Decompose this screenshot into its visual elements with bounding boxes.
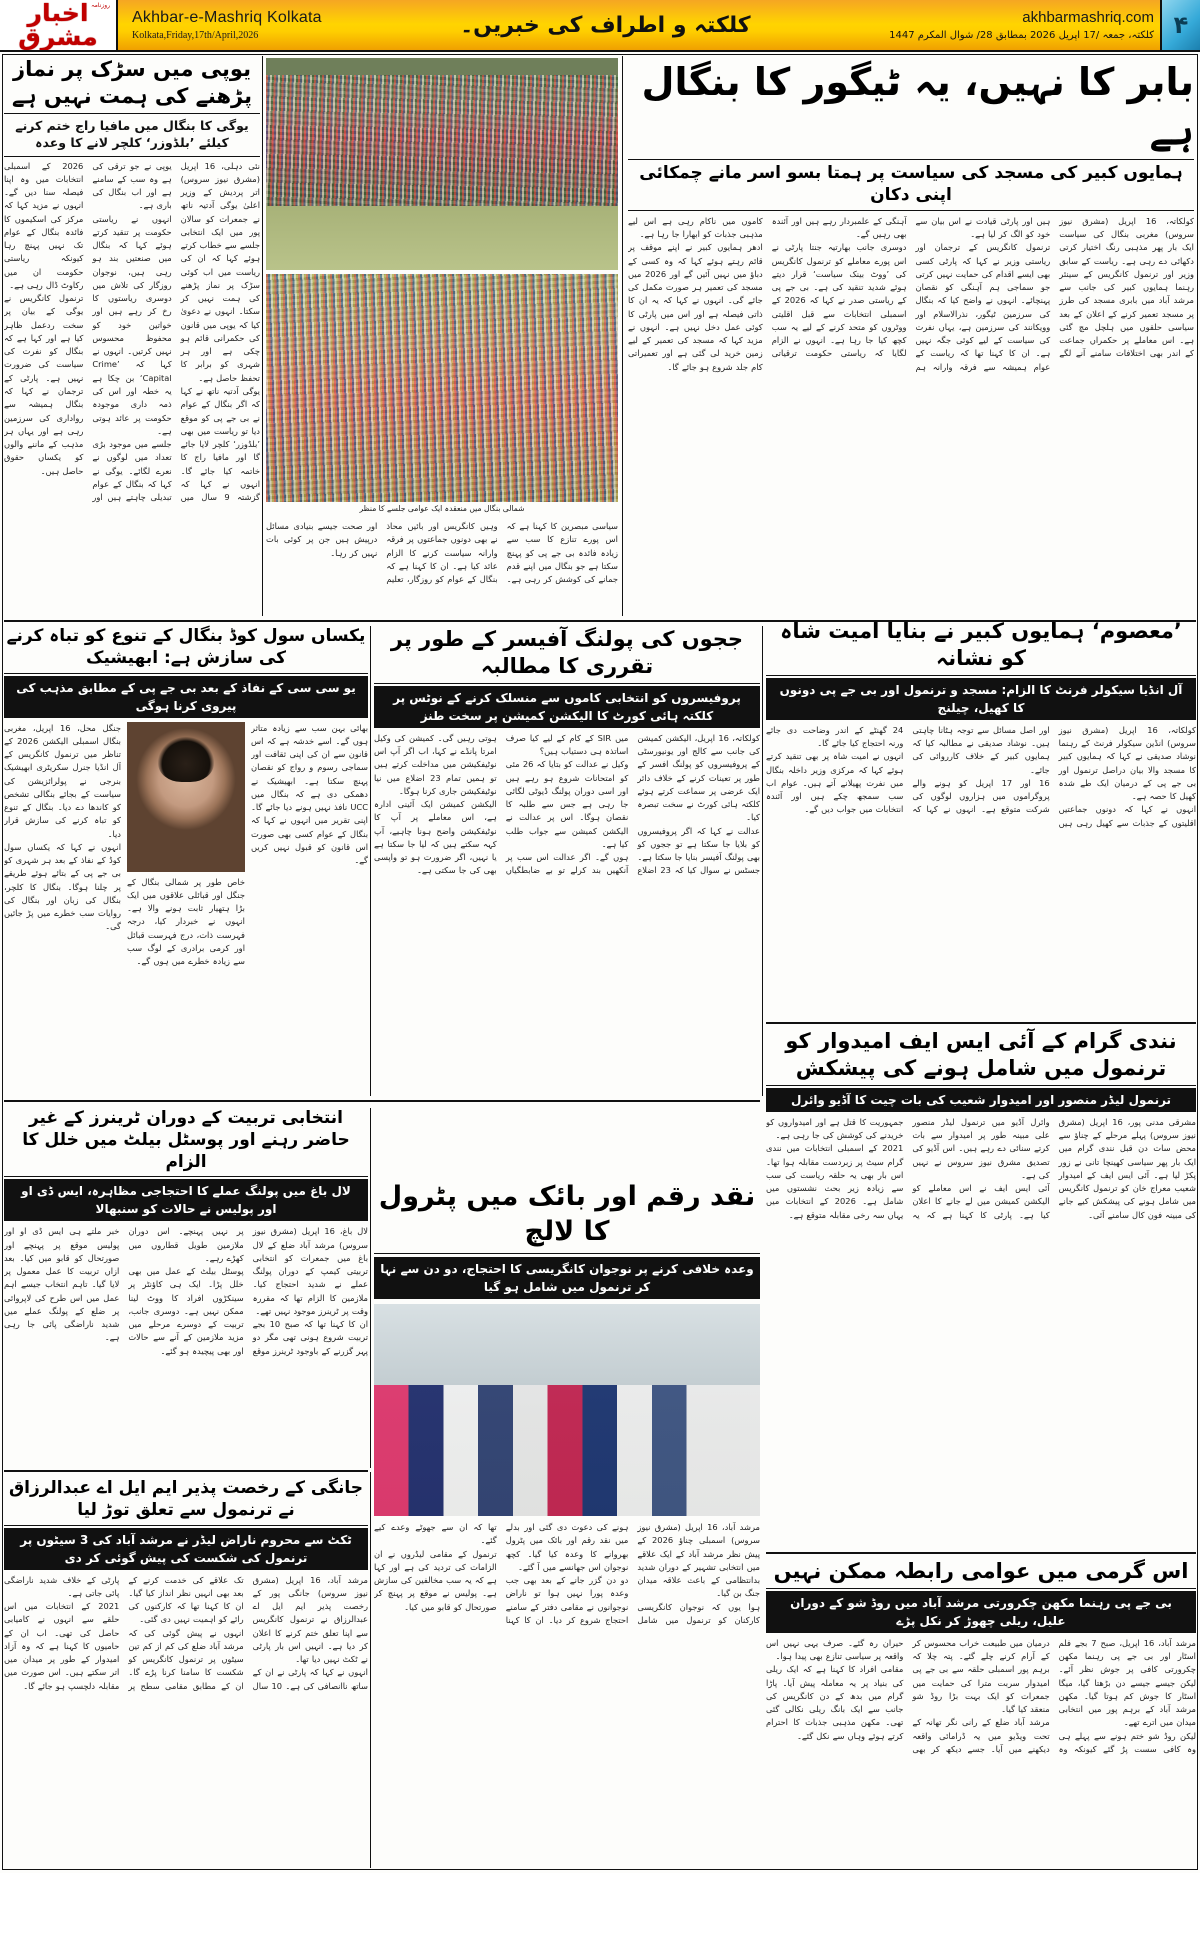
paragraph: ہوں گے۔ اگر عدالت اس سب پر آنکھیں بند کرلے تو بے ضابطگیاں ہوتی رہیں گی۔ کمیشن کی وکیل امرتا پانڈے نے کہا، اب اگر آپ اس نوٹیفکیشن میں مداخلت کرتے ہیں تو ہمیں تمام 23 اضلاع میں نیا نوٹیفکیشن جاری کرنا ہوگا۔ [374,732,629,876]
story-lower-left [4,1108,368,1468]
paragraph: ادھر ہمایوں کبیر نے اپنے موقف پر قائم رہتے ہوئے کہا کہ وہ کسی کے دباؤ میں نہیں آئیں گے اور 2026 میں مسجد کی تعمیر ہر صورت مکمل کی جائے گی۔ انہوں نے کہا کہ یہ ان کا ذاتی فیصلہ ہے اور اس میں پارٹی کا کوئی عمل دخل نہیں ہے۔ انہوں نے مزید کہا کہ مسجد کی تعمیر کے لیے زمین خرید لی گئی ہے اور تعمیراتی کام جلد شروع ہو جائے گا۔ [628,242,763,372]
story-mid-left-headline: یکساں سول کوڈ بنگال کے تنوع کو تباہ کرنے کی سازش ہے: ابھیشیک [6,626,366,668]
paragraph: مرشد آباد، 16 اپریل (مشرق نیوز سروس) اسمبلی چناؤ 2026 کے پیش نظر مرشد آباد کے ایک علاقے میں انتخابی تشہیر کے دوران شدید بدانتظامی کے باعث علاقہ میدان جنگ بن گیا۔ [637,1522,760,1599]
paragraph: لیکن روڈ شو ختم ہونے سے پہلے ہی وہ کافی سست پڑ گئے کیونکہ وہ درمیان میں طبیعت خراب محسوس کر کے آرام کرنے چلے گئے۔ پتہ چلا کہ برہم پور اسمبلی حلقہ سے بی جے پی امیدوار سربت مترا کی حمایت میں جمعرات کو ایک بہت بڑا روڈ شو منعقد کیا گیا۔ [912,1637,1196,1754]
publication-date-english: Kolkata,Friday,17th/April,2026 [132,30,259,42]
story-lower-right-body [766,1116,1196,1566]
story-mid-right-kicker: آل انڈیا سیکولر فرنٹ کا الزام: مسجد و ترنمول اور بی جے پی دونوں کا کھیل، چیلنج [766,678,1196,720]
paragraph: مرشد آباد ضلع کے رانی نگر تھانہ کے تحت ویڈیو میں یہ ڈرامائی واقعہ دیکھنے میں آیا۔ جسے دیکھ کر بھی حیران رہ گئے۔ صرف یہی نہیں اس واقعہ پر سیاسی تنازع بھی پیدا ہوا۔ [766,1637,1050,1754]
masthead-center [322,0,889,50]
abhishek-banerjee-portrait [127,722,245,872]
paragraph: 16 اور 17 اپریل کو ہونے والے پروگراموں میں ہزاروں لوگوں کی شرکت متوقع ہے۔ انہوں نے کہا کہ 24 گھنٹے کے اندر وضاحت دی جائے ورنہ احتجاج کیا جائے گا۔ [766,724,1050,815]
publication-title: Akhbar-e-Mashriq Kolkata [132,8,322,26]
paragraph: جنگل محل، 16 اپریل، مغربی بنگال اسمبلی الیکشن 2026 کے تناظر میں ترنمول کانگریس کے آل انڈیا جنرل سکریٹری ابھیشیک بنرجی نے پولرائزیشن کی سیاست کے بجائے بنگالی تشخص کو کاندھا دے دیا۔ بنگال کے تنوع کو تباہ کرنے کی سازش قرار دیا۔ [4,722,121,839]
story-mid-left [4,626,368,1096]
paragraph: وائرل آڈیو میں ترنمول لیڈر منصور علی مبینہ طور پر امیدوار سے بات کرتے سنائی دے رہے ہیں۔ اس آڈیو کی تصدیق مشرق نیوز سروس نے نہیں کی ہے۔ [912,1116,1050,1180]
divider-horizontal-right-2 [766,1552,1196,1554]
story-bottom-right-headline: اس گرمی میں عوامی رابطہ ممکن نہیں [773,1559,1189,1583]
paragraph: مشرقی مدنی پور، 16 اپریل (مشرق نیوز سروس) پہلے مرحلے کے چناؤ سے محض سات دن قبل نندی گرام میں ایک بار پھر سیاسی کھینچا تانی نے زور پکڑ لیا ہے۔ آئی ایس ایف کے امیدوار شعیب معراج خان کو ترنمول کانگریس میں شامل ہونے کی پیشکش کیے جانے کی مبینہ فون کال سامنے آئی۔ [1058,1116,1196,1220]
photo-caption-text: شمالی بنگال میں منعقدہ ایک عوامی جلسے کا منظر [359,504,525,513]
paragraph: وکیل نے عدالت کو بتایا کہ 26 مئی کو امتحانات شروع ہو رہے ہیں اور اسی دوران پولنگ ڈیوٹی لگائی جا رہی ہے جس سے طلبہ کا نقصان ہوگا۔ اس پر عدالت نے الیکشن کمیشن سے جواب طلب کیا ہے۔ [505,759,629,849]
story-mid-center [374,626,760,1096]
logo-tagline: روزنامہ [91,2,110,9]
lead-photo-caption [266,504,618,518]
masthead-left [118,0,322,50]
story-bottom-left-kicker: ٹکٹ سے محروم ناراض لیڈر نے مرشد آباد کی 3 سیٹوں پر ترنمول کی شکست کی پیش گوئی کر دی [4,1528,368,1570]
divider-horizontal-right-1 [766,1022,1196,1024]
lead-continuation-body [266,520,618,616]
paragraph: لال باغ، 16 اپریل (مشرق نیوز سروس) مرشد آباد ضلع کے لال باغ میں جمعرات کو انتخابی تربیتی کیمپ کے دوران پولنگ عملے نے شدید احتجاج کیا۔ ملازمین کا الزام تھا کہ مقررہ وقت پر ٹرینرز موجود نہیں تھے۔ [252,1226,368,1316]
lead-photo-secondary [266,274,618,502]
paragraph: انہوں نے کہا کہ یکساں سول کوڈ کے نفاذ کے بعد ہر شہری کو بی جے پی کے بتائے ہوئے طریقے پر چلنا ہوگا۔ بنگال کا کلچر، بنگال کی زبان اور بنگال کی روایات سب خطرے میں پڑ جائیں گی۔ [4,841,121,932]
story-mid-right [766,618,1196,1018]
paragraph: کولکاتہ، 16 اپریل (مشرق نیوز سروس) انڈین سیکولر فرنٹ کے رہنما نوشاد صدیقی نے کہا کہ ہمایوں کبیر کا مسجد والا بیان دراصل ترنمول اور بی جے پی کے درمیان ایک طے شدہ کھیل کا حصہ ہے۔ [1058,724,1196,802]
paragraph: انہوں نے کہا کہ پارٹی نے ان کے ساتھ ناانصافی کی ہے۔ 10 سال تک علاقے کی خدمت کرنے کے بعد بھی انہیں نظر انداز کیا گیا۔ ان کا کہنا تھا کہ کارکنوں کی رائے کو اہمیت نہیں دی گئی۔ [128,1574,368,1691]
divider-vertical-1 [262,56,263,616]
story-mid-right-headline: ’معصوم‘ ہمایوں کبیر نے بنایا امیت شاہ کو نشانہ [780,619,1182,670]
story-mid-left-body-b [127,876,245,1132]
paragraph: جلسے میں موجود بڑی تعداد میں لوگوں نے نعرے لگائے۔ یوگی نے کہا کہ بنگال کے عوام تبدیلی چاہتے ہیں اور 2026 کے اسمبلی انتخابات میں وہ اپنا فیصلہ سنا دیں گے۔ انہوں نے مزید کہا کہ مرکز کی اسکیموں کا فائدہ بنگال کے عوام تک نہیں پہنچ رہا کیونکہ ریاستی حکومت ان میں رکاوٹ ڈال رہی ہے۔ [4,160,172,503]
story-lower-center-kicker: وعدہ خلافی کرنے پر نوجوان کانگریسی کا احتجاج، دو دن سے نہا کر ترنمول میں شامل ہو گیا [374,1257,760,1299]
paragraph: خاص طور پر شمالی بنگال کے جنگل اور قبائلی علاقوں میں ایک بڑا ہتھیار ثابت ہونے والا ہے۔ انہوں نے خبردار کیا، درجہ فہرست ذات، درج فہرست قبائل اور کرمی برادری کے لوگ سب سے زیادہ خطرے میں ہوں گے۔ [127,876,245,967]
story-lower-center-headline: نقد رقم اور بائک میں پٹرول کا لالچ [378,1181,756,1247]
logo-urdu-text: اخبار مشرق [18,0,98,50]
story-lead [628,58,1194,616]
rally-crowd-aerial-photo [266,274,618,502]
story-lower-right [766,1028,1196,1548]
divider-vertical-6 [370,1472,371,1868]
story-bottom-right-body [766,1637,1196,1877]
paragraph: کولکاتہ، 16 اپریل، الیکشن کمیشن کی جانب سے کالج اور یونیورسٹی کے پروفیسروں کو پولنگ افسر کے طور پر تعینات کرنے کے خلاف دائر ایک عرضی پر سماعت کرتے ہوئے کلکتہ ہائی کورٹ نے سخت تبصرہ کیا۔ [637,732,760,823]
section-title: کلکتہ و اطراف کی خبریں۔ [460,12,751,38]
page-number-badge: ۴ [1160,0,1200,50]
story-lower-center [374,1180,760,1870]
story-bottom-left-body [4,1574,368,1894]
newspaper-logo[interactable] [0,0,118,50]
publication-date-urdu: کلکتہ، جمعہ /17 اپریل 2026 بمطابق 28/ شوال المکرم 1447 [889,30,1154,41]
story-lower-left-body [4,1225,368,1520]
masthead-right [889,0,1160,50]
paragraph: ان کا کہنا تھا کہ صبح 10 بجے تربیت شروع ہونی تھی مگر دو پہر گزرنے کے باوجود ٹرینرز موقع پر نہیں پہنچے۔ اس دوران ملازمین طویل قطاروں میں کھڑے رہے۔ [128,1226,368,1356]
lead-body [628,215,1194,653]
paragraph: انہوں نے ریاستی حکومت پر تنقید کرتے ہوئے کہا کہ بنگال میں صنعتیں بند ہو رہی ہیں، نوجوان روزگار کی تلاش میں دوسری ریاستوں کا رخ کر رہے ہیں اور خواتین خود کو محفوظ محسوس نہیں کرتیں۔ انہوں نے کہا کہ ’Crime Capital‘ بن چکا ہے یہ خطہ اور اس کی ذمہ داری موجودہ حکومت پر عائد ہوتی ہے۔ [92,213,172,436]
divider-vertical-5 [370,1108,371,1468]
story-lower-left-headline: انتخابی تربیت کے دوران ٹرینرز کے غیر حاضر رہنے اور پوسٹل بیلٹ میں خلل کا الزام [22,1108,350,1172]
story-mid-center-body [374,732,760,1142]
paragraph: 2021 کے انتخابات میں اس حلقے سے انہوں نے کامیابی حاصل کی تھی۔ اب ان کے حامیوں کا کہنا ہے کہ وہ آزاد امیدوار کے طور پر میدان میں اتر سکتے ہیں۔ اس صورت میں مقابلہ دلچسپ ہو جائے گا۔ [4,1601,120,1691]
paragraph: دو دن گزر جانے کے بعد بھی جب وعدہ پورا نہیں ہوا تو ناراض نوجوانوں نے مقامی دفتر کے سامنے احتجاج شروع کر دیا۔ ان کا کہنا تھا کہ ان سے جھوٹے وعدے کیے گئے۔ [374,1522,629,1625]
paragraph: خبر ملتے ہی ایس ڈی او اور پولیس موقع پر پہنچے اور صورتحال کو قابو میں کیا۔ بعد ازاں تربیت کا عمل معمول پر لایا گیا۔ تاہم انتخاب جیسے اہم عمل میں اس طرح کی لاپروائی پر ضلع کے پولنگ عملے میں شدید ناراضگی پائی جا رہی ہے۔ [4,1226,120,1343]
story-mid-center-kicker: پروفیسروں کو انتخابی کاموں سے منسلک کرنے کے نوٹس پر کلکتہ ہائی کورٹ کا الیکشن کمیشن پر سخت طنز [374,686,760,728]
story-lower-right-headline: نندی گرام کے آئی ایس ایف امیدوار کو ترنمول میں شامل ہونے کی پیشکش [785,1029,1177,1080]
lead-headline: بابر کا نہیں، یہ ٹیگور کا بنگال ہے [641,60,1194,153]
paragraph: ترنمول کانگریس کے ترجمان اور ریاستی وزیر نے کہا کہ پارٹی کسی بھی ایسے اقدام کی حمایت نہیں کرتی جو سماجی ہم آہنگی کو نقصان پہنچائے۔ انہوں نے واضح کیا کہ بنگال کی سرزمین ٹیگور، نذرالاسلام اور وویکانند کی سرزمین ہے، یہاں نفرت کی سیاست کے لیے کوئی جگہ نہیں ہے۔ ان کا کہنا تھا کہ ریاست کے عوام ہمیشہ سے فرقہ وارانہ ہم آہنگی کے علمبردار رہے ہیں اور آئندہ بھی رہیں گے۔ [771,215,1051,372]
story-mid-left-kicker: یو سی سی کے نفاذ کے بعد بی جے پی کے مطابق مذہب کی پیروی کرنا ہوگی [4,676,368,718]
story-lower-center-body [374,1521,760,1941]
paragraph: دوسری جانب بھارتیہ جنتا پارٹی نے اس پورے معاملے کو ترنمول کانگریس کی ’ووٹ بینک سیاست‘ قرار دیتے ہوئے شدید تنقید کی ہے۔ بی جے پی کے ریاستی صدر نے کہا کہ 2026 کے اسمبلی انتخابات سے قبل اقلیتی ووٹروں کو متحد کرنے کے لیے یہ سب کچھ کیا جا رہا ہے۔ انہوں نے الزام لگایا کہ ریاستی حکومت ترقیاتی کاموں میں ناکام رہی ہے اس لیے مذہبی جذبات کو ابھارا جا رہا ہے۔ [628,215,907,359]
paragraph: الیکشن کمیشن ایک آئینی ادارہ ہے، اس معاملے پر آپ کا نوٹیفکیشن واضح ہونا چاہیے، آپ کہہ سکتے ہیں کہ لیا جا سکتا ہے یا نہیں، اگر ضرورت ہو تو واپسی بھی کی جا سکتی ہے۔ [374,799,497,876]
paragraph: مرشد آباد، 16 اپریل، صبح 7 بجے فلم اسٹار اور بی جے پی رہنما مکھن چکرورتی کافی پر جوش نظر آئے۔ لیکن جیسے جیسے دن بڑھتا گیا، میگا اسٹار کا جوش کم ہوتا گیا۔ مکھن مرشد آباد کے برہم پور میں انتخابی میدان میں اترے تھے۔ [1058,1637,1196,1728]
paragraph: عدالت نے کہا کہ اگر پروفیسروں کو بلایا جا سکتا ہے تو ججوں کو بھی پولنگ آفیسر بنایا جا سکتا ہے۔ جسٹس نے سوال کیا کہ 23 اضلاع میں SIR کے کام کے لیے کیا صرف اساتذہ ہی دستیاب ہیں؟ [505,732,760,876]
paragraph: بھائی بہن سب سے زیادہ متاثر ہوں گے۔ اسے خدشہ ہے کہ اس قانون سے ان کی اپنی ثقافت اور سماجی رسوم و رواج کو نقصان پہنچ سکتا ہے۔ ابھیشیک نے دھمکی دی ہے کہ بنگال میں UCC نافذ نہیں ہونے دیا جائے گا۔ اپنی تقریر میں انہوں نے کہا کہ بنگال کے عوام کسی بھی صورت اس قانون کو قبول نہیں کریں گے۔ [251,722,368,866]
story-top-left [4,56,260,616]
paragraph: مرشد آباد، 16 اپریل (مشرق نیوز سروس) جانگی پور کے رخصت پذیر ایم ایل اے عبدالرزاق نے ترنمول کانگریس سے اپنا تعلق ختم کرنے کا اعلان کر دیا ہے۔ انہیں اس بار پارٹی نے ٹکٹ نہیں دیا تھا۔ [252,1574,368,1665]
story-mid-center-headline: ججوں کی پولنگ آفیسر کے طور پر تقرری کا مطالبہ [390,627,744,678]
paragraph: کولکاتہ، 16 اپریل (مشرق نیوز سروس) مغربی بنگال کی سیاست ایک بار پھر مذہبی رنگ اختیار کرتی دکھائی دے رہی ہے۔ ریاست کے سابق وزیر اور ترنمول کانگریس کے سینئر رہنما ہمایوں کبیر کی جانب سے مرشد آباد میں بابری مسجد کی طرز پر مسجد تعمیر کرنے کے اعلان کے بعد سیاسی حلقوں میں ہلچل مچ گئی ہے۔ اس معاملے پر حکمراں جماعت کے اندر بھی اختلافات سامنے آنے لگے ہیں اور پارٹی قیادت نے اس بیان سے خود کو الگ کر لیا ہے۔ [915,215,1194,359]
website-url[interactable]: akhbarmashriq.com [1022,9,1154,26]
story-bottom-left-headline: جانگی کے رخصت پذیر ایم ایل اے عبدالرزاق نے ترنمول سے تعلق توڑ لیا [8,1478,363,1520]
paragraph: پوسٹل بیلٹ کے عمل میں بھی خلل پڑا۔ ایک ہی کاؤنٹر پر سینکڑوں افراد کا ووٹ لینا ممکن نہیں ہے۔ دوسری جانب، تربیت کے دوسرے مرحلے میں مزید ملازمین کے آنے سے حالات اور بھی پیچیدہ ہو گئے۔ [128,1266,244,1356]
paragraph: یوگی آدتیہ ناتھ نے کہا کہ اگر بنگال کے عوام نے بی جے پی کو موقع دیا تو ریاست میں بھی ’بلڈوزر‘ کلچر لایا جائے گا اور مافیا راج کا خاتمہ کیا جائے گا۔ انہوں نے کہا کہ گزشتہ 9 سال میں یوپی نے جو ترقی کی ہے وہ سب کے سامنے ہے اور اب بنگال کی باری ہے۔ [92,160,260,503]
story-mid-left-body-c [4,722,121,1132]
lead-continuation [266,520,618,616]
story-top-left-kicker: یوگی کا بنگال میں مافیا راج ختم کرنے کیلئے ’بلڈوزر‘ کلچر لانے کا وعدہ [15,117,249,150]
divider-vertical-3 [370,626,371,1096]
paragraph: ترنمول کانگریس نے یوگی کے بیان پر سخت ردعمل ظاہر کیا ہے اور کہا ہے کہ بنگال کو نفرت کی سیاست کی ضرورت نہیں ہے۔ پارٹی کے ترجمان نے کہا کہ بنگال ہمیشہ سے رواداری کی سرزمین رہی ہے اور یہاں ہر مذہب کے ماننے والوں کو یکساں حقوق حاصل ہیں۔ [4,293,84,476]
divider-vertical-2 [622,56,623,616]
paragraph: انہوں نے کہا کہ دونوں جماعتیں اقلیتوں کے جذبات سے کھیل رہی ہیں اور اصل مسائل سے توجہ ہٹانا چاہتی ہیں۔ نوشاد صدیقی نے مطالبہ کیا کہ ہمایوں کبیر کے خلاف کارروائی کی جائے۔ [912,724,1196,828]
story-lower-right-kicker: ترنمول لیڈر منصور اور امیدوار شعیب کی بات چیت کا آڈیو وائرل [766,1088,1196,1112]
paragraph: انہوں نے پیش گوئی کی کہ مرشد آباد ضلع کی کم از کم تین سیٹوں پر ترنمول کانگریس کو شکست کا سامنا کرنا پڑے گا۔ ان کے مطابق مقامی سطح پر پارٹی کے خلاف شدید ناراضگی پائی جاتی ہے۔ [4,1574,244,1691]
divider-horizontal-2 [4,1100,760,1102]
story-mid-right-body [766,724,1196,1064]
masthead [0,0,1200,52]
paragraph: ہوا یوں کہ نوجوان کانگریسی کارکنان کو ترنمول میں شامل ہونے کی دعوت دی گئی اور بدلے میں نقد رقم اور بائک میں پٹرول بھروانے کا وعدہ کیا گیا۔ کچھ نوجوان اس جھانسے میں آ گئے۔ [505,1522,760,1625]
story-bottom-right-kicker: بی جے پی رہنما مکھن چکرورتی مرشد آباد میں روڈ شو کے دوران علیل، ریلی چھوڑ کر نکل پڑے [766,1591,1196,1633]
story-bottom-right [766,1558,1196,1868]
lead-subheadline: ہمایوں کبیر کی مسجد کی سیاست پر ہمتا بسو اسر مانے چمکائی اپنی دکان [639,163,1183,205]
story-top-left-headline: یوپی میں سڑک پر نماز پڑھنے کی ہمت نہیں ہے [12,57,252,108]
rally-crowd-stadium-photo [266,58,618,270]
paragraph: سیاسی مبصرین کا کہنا ہے کہ اس پورے تنازع کا سب سے زیادہ فائدہ بی جے پی کو پہنچ سکتا ہے جو بنگال میں اپنے قدم جمانے کی کوشش کر رہی ہے۔ وہیں کانگریس اور بائیں محاذ نے بھی دونوں جماعتوں پر فرقہ وارانہ سیاست کرنے کا الزام عائد کیا ہے۔ ان کا کہنا ہے کہ بنگال کے عوام کو روزگار، تعلیم اور صحت جیسے بنیادی مسائل درپیش ہیں جن پر کوئی بات نہیں کر رہا۔ [266,521,618,585]
divider-vertical-4 [762,626,763,1096]
protest-youth-photo [374,1304,760,1516]
paragraph: نئی دہلی، 16 اپریل (مشرق نیوز سروس) اتر پردیش کے وزیر اعلیٰ یوگی آدتیہ ناتھ نے جمعرات کو سالان پور میں ایک انتخابی جلسے سے خطاب کرتے ہوئے کہا کہ ان کی ریاست میں اب کوئی سڑک پر نماز پڑھنے کی ہمت نہیں کر سکتا۔ انہوں نے دعویٰ کیا کہ یوپی میں قانون کی حکمرانی قائم ہو چکی ہے اور ہر شہری کو برابر کا تحفظ حاصل ہے۔ [180,160,260,383]
story-bottom-left [4,1478,368,1868]
paragraph: ترنمول کے مقامی لیڈروں نے ان الزامات کی تردید کی ہے اور کہا ہے کہ یہ سب مخالفین کی سازش ہے۔ پولیس نے موقع پر پہنچ کر صورتحال کو قابو میں کیا۔ [374,1548,497,1612]
divider-horizontal-3 [4,1470,368,1472]
story-top-left-body [4,160,260,615]
lead-photo-primary [266,58,618,270]
paragraph: 2021 کے اسمبلی انتخابات میں نندی گرام سیٹ پر زبردست مقابلہ ہوا تھا۔ اس بار بھی یہ حلقہ ریاست کی سب سے زیادہ زیر بحث نشستوں میں شامل ہے۔ 2026 کے انتخابات میں یہاں سہ رخی مقابلہ متوقع ہے۔ [766,1143,904,1220]
paragraph: آئی ایس ایف نے اس معاملے کو الیکشن کمیشن میں لے جانے کا اعلان کیا ہے۔ پارٹی کا کہنا ہے کہ یہ جمہوریت کا قتل ہے اور امیدواروں کو خریدنے کی کوشش کی جا رہی ہے۔ [766,1116,1050,1220]
paragraph: مقامی افراد کا کہنا ہے کہ ایک ریلی کی بنیاد پر یہ معاملہ پیش آیا۔ پاڑا گرام میں بدھ کے دن کانگریس کی جانب سے ایک بانگ ریلی نکالی گئی تھی۔ مکھن مذہبی جذبات کا احترام کرتے ہوئے وہاں سے نکل گئے۔ [766,1664,904,1741]
paragraph: انہوں نے امیت شاہ پر بھی تنقید کرتے ہوئے کہا کہ مرکزی وزیر داخلہ بنگال میں نفرت پھیلانے آتے ہیں۔ عوام اب سب سمجھ چکے ہیں اور آئندہ انتخابات میں جواب دیں گے۔ [766,751,904,815]
story-lower-left-kicker: لال باغ میں پولنگ عملے کا احتجاجی مظاہرہ، ایس ڈی او اور پولیس نے حالات کو سنبھالا [4,1179,368,1221]
story-mid-left-body-a [251,722,368,1132]
